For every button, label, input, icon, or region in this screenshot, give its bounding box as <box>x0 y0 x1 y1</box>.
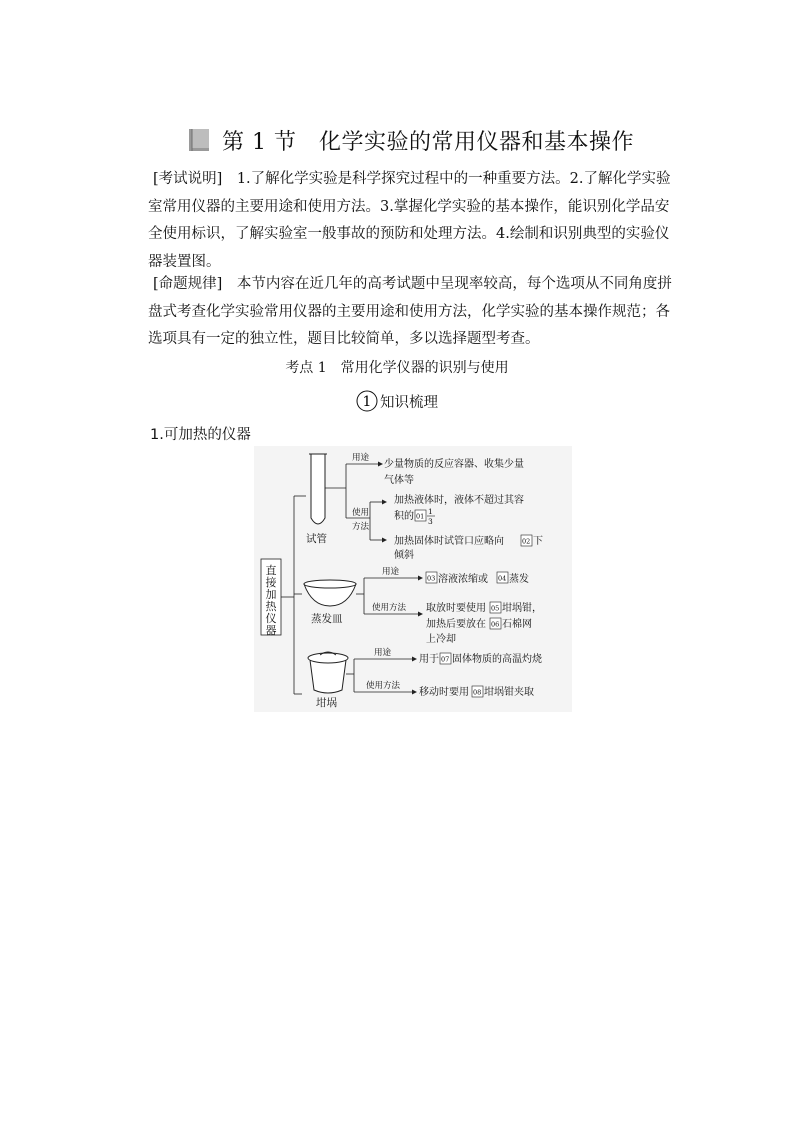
svg-text:1: 1 <box>362 394 372 410</box>
root-label-char: 接 <box>265 576 277 589</box>
root-label-char: 加 <box>265 588 277 601</box>
dish-use-label: 用途 <box>382 567 400 577</box>
crucible-method-label: 使用方法 <box>366 681 401 691</box>
proposition-pattern-text: 本节内容在近几年的高考试题中呈现率较高，每个选项从不同角度拼盘式考查化学实验常用仪器的主要用途和使用方法，化学实验的基本操作规范；各选项具有一定的独立性，题目比较简单，多以选择题型考查。 <box>148 276 672 347</box>
test-tube-method1-prefix: 积的 <box>394 511 414 522</box>
heatable-instruments-diagram <box>254 446 572 712</box>
dish-method-prefix2: 加热后要放在 <box>426 619 486 630</box>
crucible-method-text: 坩埚钳夹取 <box>484 687 534 698</box>
root-label-char: 器 <box>265 624 277 637</box>
knowledge-label: 知识梳理 <box>380 394 438 411</box>
evaporating-dish-name: 蒸发皿 <box>311 613 343 625</box>
root-label-char: 仪 <box>265 612 277 625</box>
crucible-method-prefix: 移动时要用 <box>419 687 469 698</box>
exam-description-tag: [考试说明] <box>153 171 223 187</box>
test-tube-use-line1: 少量物质的反应容器、收集少量 <box>384 459 524 470</box>
root-label-char: 热 <box>265 600 277 613</box>
page-title-row <box>186 122 634 158</box>
test-tube-method-label-2: 方法 <box>352 522 370 532</box>
crucible-name: 坩埚 <box>316 697 337 709</box>
dish-method-label: 使用方法 <box>372 603 407 613</box>
knowledge-heading <box>0 390 794 412</box>
test-tube-use-label: 用途 <box>352 453 370 463</box>
dish-method-line3: 上冷却 <box>426 634 456 645</box>
crucible-icon <box>308 652 348 693</box>
test-tube-name: 试管 <box>306 533 327 545</box>
root-text <box>266 563 278 637</box>
dish-use-text1: 溶液浓缩或 <box>438 574 488 585</box>
dish-method-text1: 坩埚钳， <box>502 603 542 614</box>
fraction-numerator: 1 <box>428 507 433 516</box>
test-tube-use-line2: 气体等 <box>384 475 414 486</box>
dish-method-prefix1: 取放时要使用 <box>426 603 486 614</box>
dish-use-text2: 蒸发 <box>509 574 529 585</box>
test-tube-method-label-1: 使用 <box>352 508 370 518</box>
page-title: 第 1 节 化学实验的常用仪器和基本操作 <box>222 129 634 155</box>
blank-03-number: 03 <box>427 574 436 583</box>
proposition-pattern-tag: [命题规律] <box>153 276 223 292</box>
dish-method-text2: 石棉网 <box>502 619 532 630</box>
crucible-use-label: 用途 <box>374 648 392 658</box>
blank-07-number: 07 <box>441 655 450 664</box>
root-label-char: 直 <box>265 564 277 577</box>
section-heading: 1.可加热的仪器 <box>150 427 251 443</box>
crucible-use-text: 固体物质的高温灼烧 <box>452 654 542 665</box>
proposition-pattern <box>148 271 678 354</box>
fraction-denominator: 3 <box>428 517 433 526</box>
blank-02-number: 02 <box>522 537 531 546</box>
blank-05-number: 05 <box>491 604 500 613</box>
blank-06-number: 06 <box>491 620 500 629</box>
number-circle-icon <box>356 390 378 412</box>
test-tube-method2-prefix: 加热固体时试管口应略向 <box>394 536 504 547</box>
test-tube-icon <box>309 454 327 524</box>
test-tube-method1-line1: 加热液体时，液体不超过其容 <box>394 495 524 506</box>
crucible-use-prefix: 用于 <box>419 654 439 665</box>
topic-heading: 考点 1 常用化学仪器的识别与使用 <box>285 360 509 376</box>
blank-04-number: 04 <box>498 574 507 583</box>
exam-description <box>148 166 678 276</box>
blank-08-number: 08 <box>473 688 482 697</box>
book-icon <box>186 127 212 153</box>
exam-description-text: 1.了解化学实验是科学探究过程中的一种重要方法。2.了解化学实验室常用仪器的主要用途和使用方法。3.掌握化学实验的基本操作，能识别化学品安全使用标识，了解实验室一般事故的预防和处理方法。4.绘制和识别典型的实验仪器装置图。 <box>148 171 671 270</box>
test-tube-method2-answer: 下 <box>533 536 543 547</box>
test-tube-method2-line2: 倾斜 <box>394 550 414 561</box>
blank-01-number: 01 <box>416 512 425 521</box>
